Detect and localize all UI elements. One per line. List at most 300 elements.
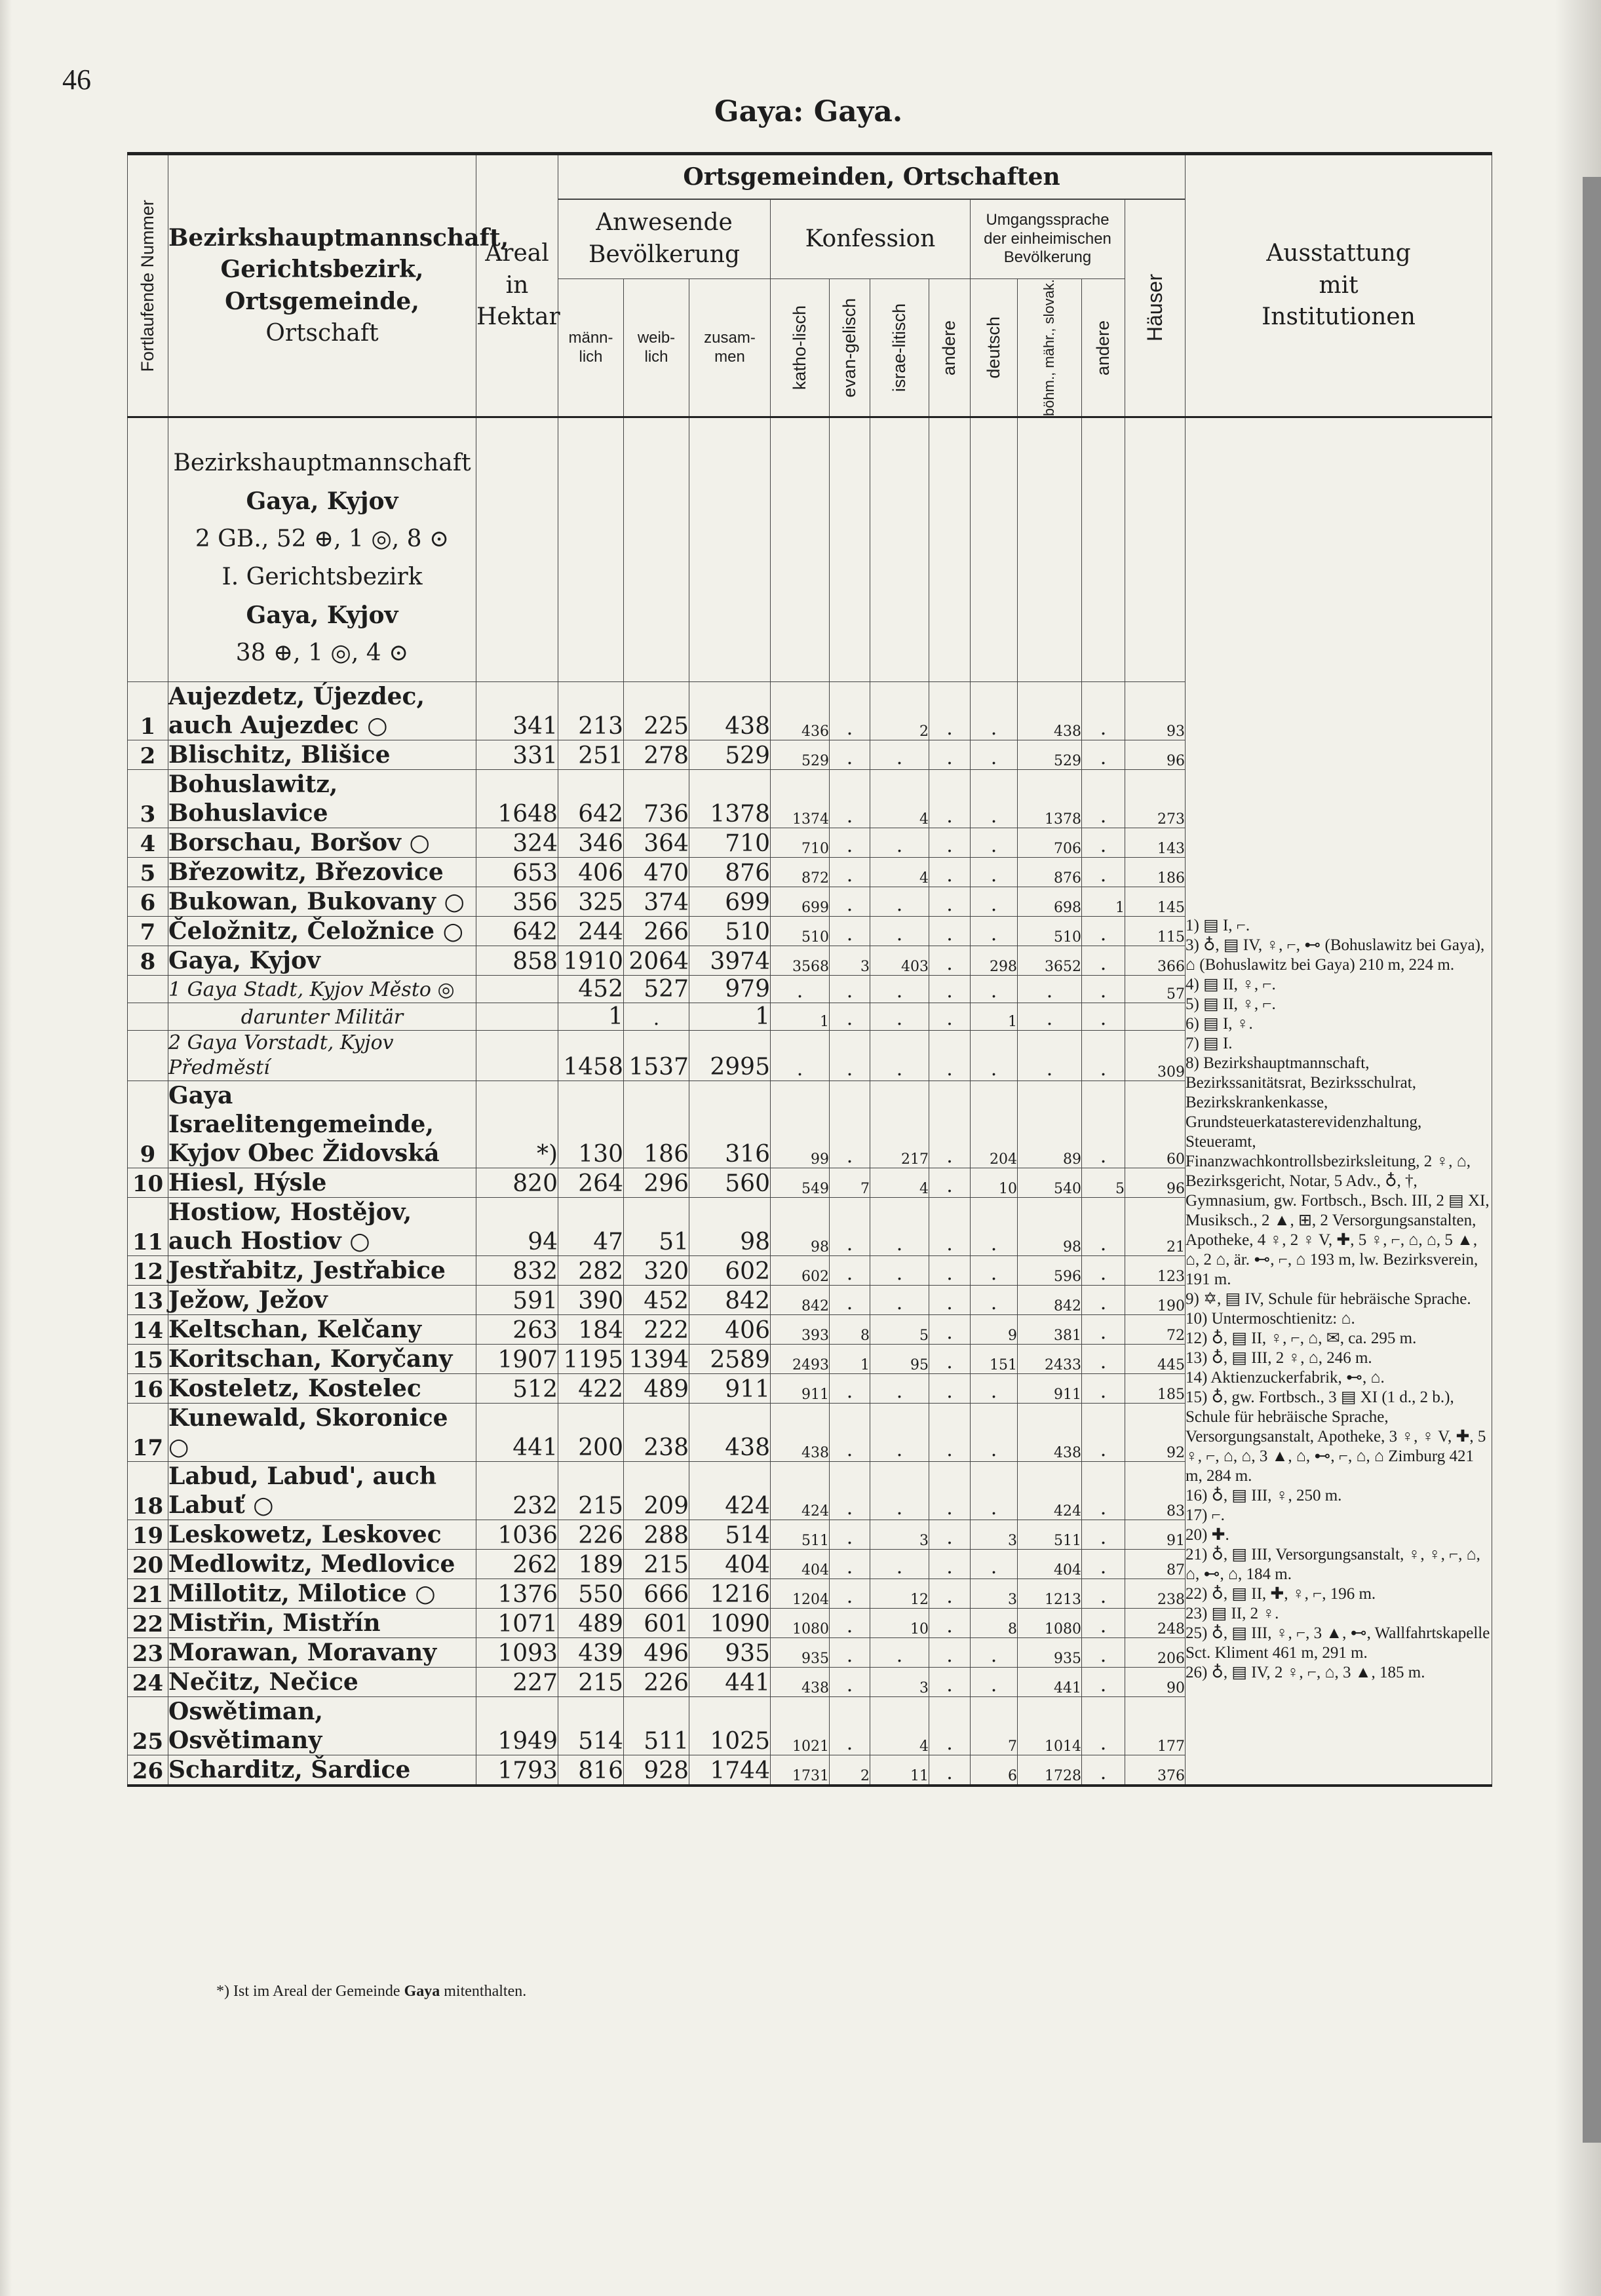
- institution-note: 25) ♁, ▤ III, ♀, ⌐, 3 ▲, ⊷, Wallfahrtskapelle Sct. Kliment 461 m, 291 m.: [1186, 1624, 1490, 1662]
- row-number: 18: [128, 1462, 168, 1520]
- col-evangelisch: evan-gelisch: [830, 279, 870, 417]
- cell-h: 60: [1125, 1081, 1186, 1168]
- cell-deu: .: [971, 770, 1018, 828]
- cell-and2: .: [1082, 917, 1125, 946]
- row-number: 16: [128, 1374, 168, 1404]
- cell-isr: 12: [870, 1579, 929, 1609]
- cell-isr: 2: [870, 682, 929, 740]
- cell-kath: .: [771, 976, 830, 1003]
- cell-evan: .: [830, 887, 870, 917]
- cell-w: 374: [624, 887, 689, 917]
- cell-areal: 324: [476, 828, 558, 858]
- col-boehm: böhm., mähr., slovak.: [1018, 279, 1082, 417]
- cell-and2: .: [1082, 1609, 1125, 1638]
- place-name: Kosteletz, Kostelec: [168, 1374, 476, 1404]
- row-number: 23: [128, 1638, 168, 1668]
- cell-deu: .: [971, 828, 1018, 858]
- cell-boe: 381: [1018, 1315, 1082, 1345]
- cell-m: 439: [558, 1638, 624, 1668]
- cell-boe: 876: [1018, 858, 1082, 887]
- cell-kath: .: [771, 1031, 830, 1081]
- col-andere-konfession: andere: [929, 279, 971, 417]
- place-name: 2 Gaya Vorstadt, Kyjov Předměstí: [168, 1031, 476, 1081]
- cell-m: 642: [558, 770, 624, 828]
- place-name: Oswětiman, Osvětimany: [168, 1697, 476, 1755]
- institution-note: 3) ♁, ▤ IV, ♀, ⌐, ⊷ (Bohuslawitz bei Gaya), ⌂ (Bohuslawitz bei Gaya) 210 m, 224 m.: [1186, 936, 1485, 974]
- col-fortlaufende-nummer: Fortlaufende Nummer: [128, 154, 168, 417]
- cell-deu: .: [971, 1462, 1018, 1520]
- row-number: 14: [128, 1315, 168, 1345]
- cell-kath: 935: [771, 1638, 830, 1668]
- cell-areal: 591: [476, 1286, 558, 1315]
- institution-note: 15) ♁, gw. Fortbsch., 3 ▤ XI (1 d., 2 b.), Schule für hebräische Sprache, Versorgungsanstalt, Apotheke, 3 ♀, ♀ V, ✚, 5 ♀, ⌐, ⌂, ⌂, 3 ▲, ⌂, ⊷, ⌐, ⌂, ⌂ Zimburg 421 m, 284 m.: [1186, 1388, 1486, 1485]
- place-name: Bukowan, Bukovany ○: [168, 887, 476, 917]
- cell-h: 248: [1125, 1609, 1186, 1638]
- cell-z: 2995: [689, 1031, 771, 1081]
- place-name: Gaya Israelitengemeinde, Kyjov Obec Židovská: [168, 1081, 476, 1168]
- cell-kath: 549: [771, 1168, 830, 1198]
- institutions-column: [1186, 417, 1492, 1786]
- cell-z: 710: [689, 828, 771, 858]
- institution-note: 22) ♁, ▤ II, ✚, ♀, ⌐, 196 m.: [1186, 1585, 1376, 1603]
- place-name: Ježow, Ježov: [168, 1286, 476, 1315]
- intro-line: Gaya, Kyjov: [246, 602, 398, 630]
- cell-h: 90: [1125, 1668, 1186, 1697]
- cell-kath: 1080: [771, 1609, 830, 1638]
- cell-z: 529: [689, 740, 771, 770]
- row-number: 13: [128, 1286, 168, 1315]
- cell-boe: 698: [1018, 887, 1082, 917]
- institution-note: 6) ▤ I, ♀.: [1186, 1015, 1253, 1033]
- place-name: Mistřin, Mistřín: [168, 1609, 476, 1638]
- cell-evan: .: [830, 1256, 870, 1286]
- cell-and: .: [929, 976, 971, 1003]
- cell-areal: 1949: [476, 1697, 558, 1755]
- cell-kath: 511: [771, 1520, 830, 1550]
- cell-m: 1: [558, 1003, 624, 1031]
- cell-evan: .: [830, 1081, 870, 1168]
- cell-z: 406: [689, 1315, 771, 1345]
- cell-z: 438: [689, 1404, 771, 1462]
- cell-kath: 911: [771, 1374, 830, 1404]
- cell-and: .: [929, 1462, 971, 1520]
- cell-and: .: [929, 1081, 971, 1168]
- cell-areal: 1648: [476, 770, 558, 828]
- cell-deu: .: [971, 1286, 1018, 1315]
- cell-boe: 529: [1018, 740, 1082, 770]
- cell-boe: 706: [1018, 828, 1082, 858]
- cell-areal: 232: [476, 1462, 558, 1520]
- cell-isr: .: [870, 1374, 929, 1404]
- cell-and2: .: [1082, 1668, 1125, 1697]
- cell-boe: 596: [1018, 1256, 1082, 1286]
- cell-and: .: [929, 1168, 971, 1198]
- row-number: 17: [128, 1404, 168, 1462]
- row-number: 22: [128, 1609, 168, 1638]
- cell-and: .: [929, 1755, 971, 1786]
- cell-h: 96: [1125, 740, 1186, 770]
- cell-isr: .: [870, 917, 929, 946]
- statistics-table: [127, 152, 1492, 1787]
- cell-deu: 298: [971, 946, 1018, 976]
- row-number: [128, 976, 168, 1003]
- cell-areal: [476, 1031, 558, 1081]
- cell-and: .: [929, 828, 971, 858]
- cell-isr: .: [870, 1286, 929, 1315]
- institution-note: 4) ▤ II, ♀, ⌐.: [1186, 976, 1276, 994]
- cell-deu: .: [971, 1550, 1018, 1579]
- row-number: 25: [128, 1697, 168, 1755]
- place-name: Kunewald, Skoronice ○: [168, 1404, 476, 1462]
- cell-z: 98: [689, 1198, 771, 1256]
- cell-and: .: [929, 1256, 971, 1286]
- cell-areal: 642: [476, 917, 558, 946]
- cell-h: 115: [1125, 917, 1186, 946]
- row-number: 8: [128, 946, 168, 976]
- cell-w: 288: [624, 1520, 689, 1550]
- cell-w: 527: [624, 976, 689, 1003]
- cell-and: .: [929, 858, 971, 887]
- cell-areal: 653: [476, 858, 558, 887]
- cell-z: 979: [689, 976, 771, 1003]
- cell-evan: .: [830, 1462, 870, 1520]
- cell-m: 200: [558, 1404, 624, 1462]
- cell-h: 91: [1125, 1520, 1186, 1550]
- cell-z: 2589: [689, 1345, 771, 1374]
- cell-z: 1378: [689, 770, 771, 828]
- cell-deu: 204: [971, 1081, 1018, 1168]
- cell-m: 346: [558, 828, 624, 858]
- cell-z: 699: [689, 887, 771, 917]
- cell-h: 72: [1125, 1315, 1186, 1345]
- cell-m: 215: [558, 1668, 624, 1697]
- cell-and: .: [929, 1031, 971, 1081]
- cell-and: .: [929, 1404, 971, 1462]
- cell-boe: .: [1018, 1031, 1082, 1081]
- cell-and2: 1: [1082, 887, 1125, 917]
- page-edge-left: [0, 0, 12, 2296]
- cell-areal: 331: [476, 740, 558, 770]
- institution-note: 26) ♁, ▤ IV, 2 ♀, ⌐, ⌂, 3 ▲, 185 m.: [1186, 1664, 1425, 1682]
- cell-h: 96: [1125, 1168, 1186, 1198]
- row-number: 7: [128, 917, 168, 946]
- cell-evan: .: [830, 828, 870, 858]
- cell-kath: 1: [771, 1003, 830, 1031]
- cell-evan: .: [830, 1286, 870, 1315]
- institution-note: 14) Aktienzuckerfabrik, ⊷, ⌂.: [1186, 1369, 1385, 1387]
- intro-row: [128, 417, 1492, 682]
- cell-evan: .: [830, 1520, 870, 1550]
- cell-z: 438: [689, 682, 771, 740]
- cell-isr: 4: [870, 858, 929, 887]
- cell-boe: 511: [1018, 1520, 1082, 1550]
- cell-boe: 424: [1018, 1462, 1082, 1520]
- cell-h: 93: [1125, 682, 1186, 740]
- cell-deu: 9: [971, 1315, 1018, 1345]
- cell-z: 1090: [689, 1609, 771, 1638]
- place-name: Morawan, Moravany: [168, 1638, 476, 1668]
- cell-evan: .: [830, 1198, 870, 1256]
- cell-m: 213: [558, 682, 624, 740]
- cell-boe: 510: [1018, 917, 1082, 946]
- place-name: Blischitz, Blišice: [168, 740, 476, 770]
- cell-m: 452: [558, 976, 624, 1003]
- cell-deu: .: [971, 858, 1018, 887]
- cell-h: 366: [1125, 946, 1186, 976]
- cell-and: .: [929, 1697, 971, 1755]
- cell-and2: .: [1082, 1638, 1125, 1668]
- cell-h: 186: [1125, 858, 1186, 887]
- cell-m: 1910: [558, 946, 624, 976]
- place-name: Millotitz, Milotice ○: [168, 1579, 476, 1609]
- cell-isr: .: [870, 828, 929, 858]
- cell-boe: 89: [1018, 1081, 1082, 1168]
- cell-areal: 820: [476, 1168, 558, 1198]
- cell-isr: 3: [870, 1668, 929, 1697]
- cell-boe: 98: [1018, 1198, 1082, 1256]
- cell-z: 876: [689, 858, 771, 887]
- cell-w: 51: [624, 1198, 689, 1256]
- cell-kath: 1204: [771, 1579, 830, 1609]
- place-name: Leskowetz, Leskovec: [168, 1520, 476, 1550]
- cell-boe: 1728: [1018, 1755, 1082, 1786]
- cell-kath: 438: [771, 1404, 830, 1462]
- cell-h: 185: [1125, 1374, 1186, 1404]
- cell-boe: 441: [1018, 1668, 1082, 1697]
- cell-h: 87: [1125, 1550, 1186, 1579]
- cell-z: 1: [689, 1003, 771, 1031]
- cell-m: 264: [558, 1168, 624, 1198]
- place-name: Borschau, Boršov ○: [168, 828, 476, 858]
- cell-boe: 1378: [1018, 770, 1082, 828]
- cell-evan: .: [830, 1404, 870, 1462]
- cell-z: 3974: [689, 946, 771, 976]
- cell-deu: .: [971, 917, 1018, 946]
- cell-m: 1458: [558, 1031, 624, 1081]
- cell-m: 390: [558, 1286, 624, 1315]
- cell-kath: 436: [771, 682, 830, 740]
- institution-note: 21) ♁, ▤ III, Versorgungsanstalt, ♀, ♀, ⌐, ⌂, ⌂, ⊷, ⌂, 184 m.: [1186, 1546, 1480, 1584]
- row-number: 24: [128, 1668, 168, 1697]
- page-number: 46: [62, 64, 91, 96]
- cell-boe: 438: [1018, 682, 1082, 740]
- cell-isr: .: [870, 1003, 929, 1031]
- page-title: Gaya: Gaya.: [714, 95, 903, 128]
- col-katholisch: katho-lisch: [771, 279, 830, 417]
- cell-w: 364: [624, 828, 689, 858]
- place-name: darunter Militär: [168, 1003, 476, 1031]
- cell-and2: .: [1082, 1345, 1125, 1374]
- cell-w: 238: [624, 1404, 689, 1462]
- cell-areal: 858: [476, 946, 558, 976]
- cell-isr: 95: [870, 1345, 929, 1374]
- cell-evan: .: [830, 1668, 870, 1697]
- cell-isr: .: [870, 887, 929, 917]
- cell-and: .: [929, 682, 971, 740]
- cell-z: 1216: [689, 1579, 771, 1609]
- cell-areal: 1036: [476, 1520, 558, 1550]
- cell-deu: 10: [971, 1168, 1018, 1198]
- place-name: Nečitz, Nečice: [168, 1668, 476, 1697]
- cell-h: 57: [1125, 976, 1186, 1003]
- cell-areal: 832: [476, 1256, 558, 1286]
- cell-areal: [476, 976, 558, 1003]
- cell-and: .: [929, 1374, 971, 1404]
- cell-kath: 404: [771, 1550, 830, 1579]
- cell-and: .: [929, 1198, 971, 1256]
- cell-kath: 1374: [771, 770, 830, 828]
- cell-isr: 11: [870, 1755, 929, 1786]
- cell-kath: 1731: [771, 1755, 830, 1786]
- row-number: 6: [128, 887, 168, 917]
- cell-isr: 4: [870, 1697, 929, 1755]
- cell-w: 489: [624, 1374, 689, 1404]
- cell-isr: .: [870, 1462, 929, 1520]
- cell-h: 143: [1125, 828, 1186, 858]
- place-name: Čeložnitz, Čeložnice ○: [168, 917, 476, 946]
- institution-note: 17) ⌐.: [1186, 1506, 1225, 1525]
- cell-and2: .: [1082, 1031, 1125, 1081]
- row-number: [128, 1031, 168, 1081]
- cell-h: 145: [1125, 887, 1186, 917]
- cell-w: 452: [624, 1286, 689, 1315]
- cell-isr: .: [870, 976, 929, 1003]
- cell-and2: .: [1082, 1520, 1125, 1550]
- cell-kath: 602: [771, 1256, 830, 1286]
- cell-evan: 8: [830, 1315, 870, 1345]
- row-number: 5: [128, 858, 168, 887]
- cell-m: 1195: [558, 1345, 624, 1374]
- cell-evan: .: [830, 1697, 870, 1755]
- cell-deu: 151: [971, 1345, 1018, 1374]
- place-name: Hostiow, Hostějov, auch Hostiov ○: [168, 1198, 476, 1256]
- intro-line: 38 ⊕, 1 ◎, 4 ⊙: [235, 640, 409, 667]
- cell-deu: 1: [971, 1003, 1018, 1031]
- row-number: 9: [128, 1081, 168, 1168]
- cell-evan: .: [830, 1550, 870, 1579]
- cell-and2: 5: [1082, 1168, 1125, 1198]
- intro-line: 2 GB., 52 ⊕, 1 ◎, 8 ⊙: [195, 526, 450, 553]
- cell-deu: 7: [971, 1697, 1018, 1755]
- cell-and2: .: [1082, 946, 1125, 976]
- cell-w: 511: [624, 1697, 689, 1755]
- cell-and: .: [929, 946, 971, 976]
- cell-and2: .: [1082, 1404, 1125, 1462]
- cell-and2: .: [1082, 1697, 1125, 1755]
- cell-w: 601: [624, 1609, 689, 1638]
- cell-areal: 512: [476, 1374, 558, 1404]
- row-number: 2: [128, 740, 168, 770]
- cell-z: 602: [689, 1256, 771, 1286]
- cell-m: 325: [558, 887, 624, 917]
- cell-z: 560: [689, 1168, 771, 1198]
- cell-and2: .: [1082, 1256, 1125, 1286]
- cell-m: 244: [558, 917, 624, 946]
- cell-and: .: [929, 1638, 971, 1668]
- cell-m: 550: [558, 1579, 624, 1609]
- cell-m: 282: [558, 1256, 624, 1286]
- institution-note: 20) ✚.: [1186, 1526, 1229, 1544]
- cell-w: 1394: [624, 1345, 689, 1374]
- cell-w: 1537: [624, 1031, 689, 1081]
- cell-kath: 438: [771, 1668, 830, 1697]
- cell-and2: .: [1082, 682, 1125, 740]
- cell-w: 320: [624, 1256, 689, 1286]
- cell-w: 278: [624, 740, 689, 770]
- cell-boe: 1080: [1018, 1609, 1082, 1638]
- cell-boe: 842: [1018, 1286, 1082, 1315]
- cell-evan: 2: [830, 1755, 870, 1786]
- cell-and: .: [929, 1345, 971, 1374]
- cell-z: 1025: [689, 1697, 771, 1755]
- cell-z: 842: [689, 1286, 771, 1315]
- cell-w: 2064: [624, 946, 689, 976]
- col-maennlich: männ- lich: [558, 279, 624, 417]
- cell-h: 445: [1125, 1345, 1186, 1374]
- cell-deu: .: [971, 887, 1018, 917]
- cell-areal: 441: [476, 1404, 558, 1462]
- cell-boe: .: [1018, 1003, 1082, 1031]
- cell-m: 422: [558, 1374, 624, 1404]
- cell-boe: 1014: [1018, 1697, 1082, 1755]
- cell-m: 215: [558, 1462, 624, 1520]
- cell-deu: .: [971, 1404, 1018, 1462]
- cell-kath: 3568: [771, 946, 830, 976]
- cell-kath: 99: [771, 1081, 830, 1168]
- cell-w: .: [624, 1003, 689, 1031]
- cell-areal: 262: [476, 1550, 558, 1579]
- cell-and: .: [929, 917, 971, 946]
- cell-isr: 4: [870, 770, 929, 828]
- cell-and: .: [929, 1550, 971, 1579]
- cell-areal: 94: [476, 1198, 558, 1256]
- cell-z: 404: [689, 1550, 771, 1579]
- cell-z: 935: [689, 1638, 771, 1668]
- footnote: *) Ist im Areal der Gemeinde Gaya mitenthalten.: [216, 1983, 527, 2000]
- cell-isr: .: [870, 1256, 929, 1286]
- institution-note: 7) ▤ I.: [1186, 1035, 1233, 1053]
- cell-and2: .: [1082, 1198, 1125, 1256]
- cell-evan: .: [830, 917, 870, 946]
- institution-note: 9) ✡, ▤ IV, Schule für hebräische Sprache.: [1186, 1290, 1471, 1309]
- row-number: 19: [128, 1520, 168, 1550]
- cell-deu: 3: [971, 1579, 1018, 1609]
- cell-and: .: [929, 1286, 971, 1315]
- cell-w: 470: [624, 858, 689, 887]
- intro-line: Bezirkshauptmannschaft: [173, 450, 471, 477]
- row-number: 3: [128, 770, 168, 828]
- cell-areal: 263: [476, 1315, 558, 1345]
- cell-m: 189: [558, 1550, 624, 1579]
- cell-kath: 699: [771, 887, 830, 917]
- col-deutsch: deutsch: [971, 279, 1018, 417]
- cell-deu: .: [971, 1668, 1018, 1697]
- row-number: 26: [128, 1755, 168, 1786]
- institution-note: 1) ▤ I, ⌐.: [1186, 917, 1250, 935]
- cell-areal: 1907: [476, 1345, 558, 1374]
- cell-evan: .: [830, 1638, 870, 1668]
- cell-evan: .: [830, 770, 870, 828]
- cell-w: 186: [624, 1081, 689, 1168]
- row-number: 10: [128, 1168, 168, 1198]
- cell-z: 316: [689, 1081, 771, 1168]
- cell-evan: .: [830, 1031, 870, 1081]
- cell-isr: 4: [870, 1168, 929, 1198]
- institution-note: 12) ♁, ▤ II, ♀, ⌐, ⌂, ✉, ca. 295 m.: [1186, 1330, 1417, 1348]
- row-number: 1: [128, 682, 168, 740]
- cell-and: .: [929, 740, 971, 770]
- cell-deu: 3: [971, 1520, 1018, 1550]
